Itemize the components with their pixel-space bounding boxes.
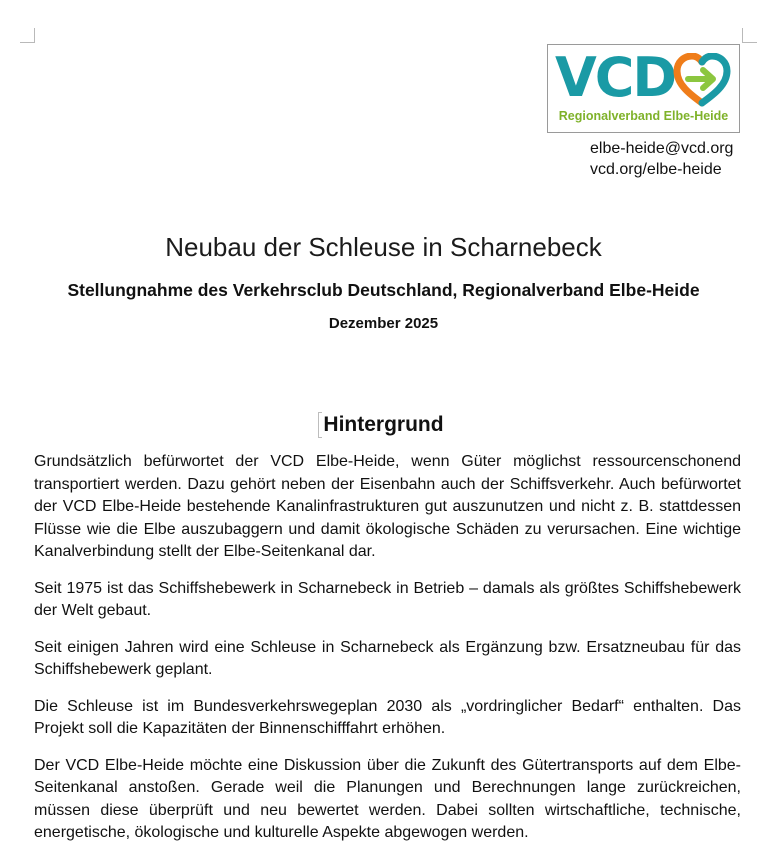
paragraph: Der VCD Elbe-Heide möchte eine Diskussion über die Zukunft des Gütertransports auf dem Elbe-Seitenkanal anstoßen. Gerade weil die Planungen und Berechnungen lange zurückreichen, müssen diese überprüft und neu bewertet werden. Dabei sollten wirtschaftliche, technische, energetische, ökologische und kulturelle Aspekte abgewogen werden. bbox=[34, 756, 741, 841]
logo-subtitle: Regionalverband Elbe-Heide bbox=[558, 109, 729, 123]
contact-email[interactable]: elbe-heide@vcd.org bbox=[590, 140, 734, 157]
paragraph: Seit einigen Jahren wird eine Schleuse in Scharnebeck als Ergänzung bzw. Ersatzneubau für das Schiffshebewerk geplant. bbox=[34, 638, 741, 678]
section-heading-wrap bbox=[0, 410, 767, 440]
vcd-logo bbox=[547, 44, 740, 133]
logo-wordmark: VCD bbox=[555, 46, 676, 109]
paragraph: Die Schleuse ist im Bundesverkehrswegeplan 2030 als „vordringlicher Bedarf“ enthalten. Das Projekt soll die Kapazitäten der Binnenschifffahrt erhöhen. bbox=[34, 697, 741, 737]
body-text bbox=[34, 451, 741, 859]
section-heading-text: Hintergrund bbox=[323, 413, 444, 436]
document-date: Dezember 2025 bbox=[328, 315, 439, 332]
contact-block bbox=[590, 138, 760, 180]
section-heading bbox=[323, 410, 443, 440]
paragraph: Seit 1975 ist das Schiffshebewerk in Scharnebeck in Betrieb – damals als größtes Schiffshebewerk der Welt gebaut. bbox=[34, 579, 741, 619]
document-title: Neubau der Schleuse in Scharnebeck bbox=[165, 232, 602, 262]
contact-website[interactable]: vcd.org/elbe-heide bbox=[590, 161, 722, 178]
heart-arrow-icon bbox=[673, 53, 731, 107]
page-corner-mark-top-left bbox=[20, 28, 35, 43]
paragraph: Grundsätzlich befürwortet der VCD Elbe-Heide, wenn Güter möglichst ressourcenschonend transportiert werden. Dazu gehört neben der Eisenbahn auch der Schiffsverkehr. Auch befürwortet der VCD Elbe-Heide bestehende Kanalinfrastrukturen gut auszunutzen und nicht z. B. stattdessen Flüsse wie die Elbe auszubaggern und damit ökologische Schäden zu verursachen. Eine wichtige Kanalverbindung stellt der Elbe-Seitenkanal dar. bbox=[34, 453, 741, 560]
document-subtitle: Stellungnahme des Verkehrsclub Deutschland, Regionalverband Elbe-Heide bbox=[67, 280, 700, 300]
page-corner-mark-top-right bbox=[742, 28, 757, 43]
text-cursor-marker bbox=[318, 412, 322, 438]
